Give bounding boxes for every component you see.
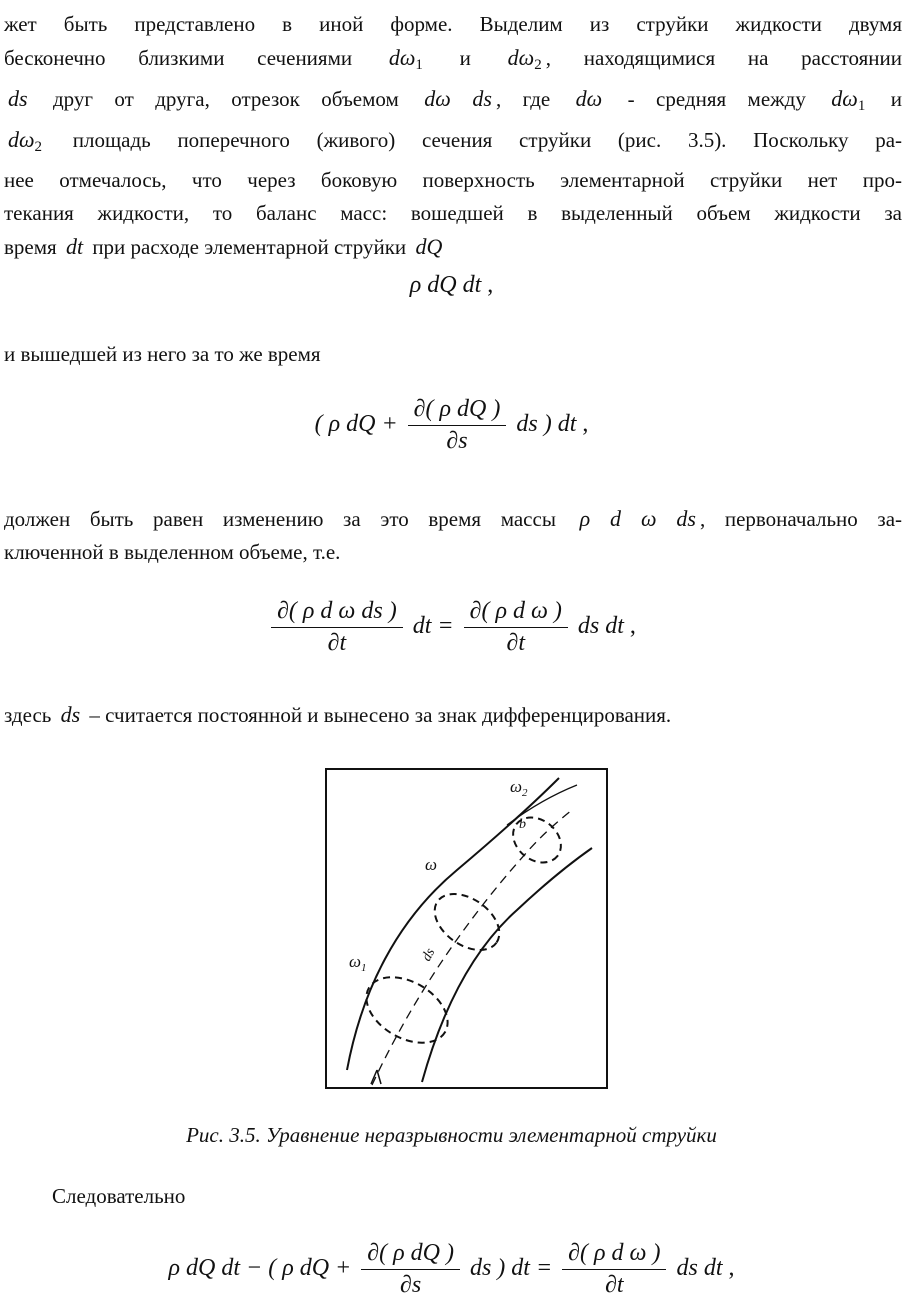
paragraph-intro — [4, 8, 902, 264]
section-omega1 — [355, 964, 459, 1056]
flow-arrow — [371, 1070, 381, 1084]
label-omega1: $\omega_1$ — [349, 952, 367, 974]
equation-continuity: ρ dQ dt − ( ρ dQ + $\frac{\text{∂( ρ dQ )}}{\partial s}$ ds ) dt = $\frac{\text{∂( ρ d ω )}}{\partial t}$ ds dt , — [168, 1240, 735, 1298]
section-omega — [424, 883, 509, 962]
stream-tube-drawing — [327, 770, 606, 1087]
paragraph-outflow: и вышедшей из него за то же время — [4, 342, 321, 366]
text-line: бесконечно близкими сечениями $d\omega_1$ и $d\omega_2$ , находящимися на расстоянии — [4, 45, 903, 73]
text-line: нее отмечалось, что через боковую поверхность элементарной струйки нет про- — [4, 168, 902, 192]
equation-mass-balance: $\frac{\text{∂( ρ d ω ds )}}{\partial t}$ dt = $\frac{\text{∂( ρ d ω )}}{\partial t}$ ds dt , — [0, 598, 903, 657]
tube-wall-left — [347, 778, 559, 1070]
label-omega2: $\omega_2$ — [510, 777, 528, 799]
figure-stream-tube — [325, 768, 608, 1089]
paragraph-therefore: Следовательно — [52, 1184, 186, 1208]
fraction: $\frac{\text{∂( ρ d ω ds )}}{\partial t}$ — [271, 598, 403, 657]
label-ds: ds — [419, 945, 439, 964]
section-omega2 — [504, 808, 570, 872]
text-line: ds друг от друга, отрезок объемом dω ds , где dω - средняя между $d\omega_1$ и — [8, 86, 903, 114]
text-line: жет быть представлено в иной форме. Выделим из струйки жидкости двумя — [4, 12, 902, 36]
fraction: $\frac{\text{∂( ρ d ω )}}{\partial t}$ — [562, 1240, 666, 1299]
fraction: $\frac{\text{∂( ρ dQ )}}{\partial s}$ — [361, 1240, 460, 1299]
label-b: b — [519, 817, 526, 832]
figure-caption: Рис. 3.5. Уравнение неразрывности элементарной струйки — [186, 1123, 717, 1147]
text-line: время dt при расходе элементарной струйки dQ — [4, 234, 443, 259]
fraction: $\frac{\text{∂( ρ dQ )}}{\partial s}$ — [408, 396, 507, 455]
paragraph-note: здесь ds – считается постоянной и вынесено за знак дифференцирования. — [4, 702, 672, 727]
label-omega: ω — [425, 855, 438, 874]
text-line: $d\omega_2$ площадь поперечного (живого) сечения струйки (рис. 3.5). Поскольку ра- — [8, 127, 903, 155]
center-line — [372, 810, 572, 1085]
tube-wall-right — [422, 848, 592, 1082]
paragraph-mass-change: должен быть равен изменению за это время массы ρ d ω ds , первоначально за- ключенной в выделенном объеме, т.е. — [4, 506, 903, 564]
text-line: текания жидкости, то баланс масс: вошедшей в выделенный объем жидкости за — [4, 201, 902, 225]
equation-inflow: ρ dQ dt , — [409, 272, 494, 298]
fraction: $\frac{\text{∂( ρ d ω )}}{\partial t}$ — [464, 598, 568, 657]
equation-outflow: ( ρ dQ + $\frac{\text{∂( ρ dQ )}}{\partial s}$ ds ) dt , — [314, 396, 589, 454]
